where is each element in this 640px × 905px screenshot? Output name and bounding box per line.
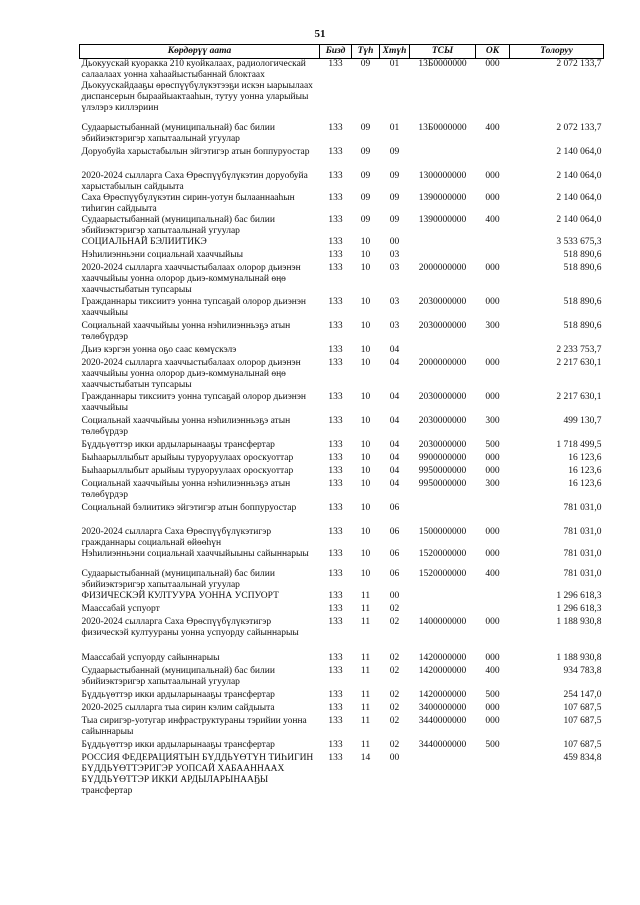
table-row [80, 358, 604, 392]
row-name: РОССИЯ ФЕДЕРАЦИЯТЫН БҮДДЬҮӨТҮН ТИҺИГИН БҮДДЬҮӨТТЭРИГЭР УОПСАЙ ХАБААННААХ БҮДДЬҮӨТТЭР ИККИ АРДЫЛАРЫНААҔЫ трансфертар [81, 752, 314, 796]
row-tsy: 1390000000 [418, 214, 467, 225]
row-tuh: 09 [360, 122, 371, 133]
row-bizd: 133 [328, 452, 343, 463]
row-ok: 000 [485, 702, 500, 713]
row-tsy [410, 503, 476, 527]
row-amount: 16 123,6 [568, 452, 602, 463]
row-htuh: 09 [389, 170, 400, 181]
row-amount: 781 031,0 [563, 568, 602, 579]
row-ok: 500 [485, 739, 500, 750]
page-number: 51 [314, 28, 326, 40]
row-bizd: 133 [328, 296, 343, 307]
header-tuh: Түh [352, 45, 380, 59]
row-amount: 1 188 930,8 [556, 652, 602, 663]
row-bizd: 133 [328, 249, 343, 260]
row-ok: 400 [485, 568, 500, 579]
row-htuh: 02 [389, 665, 400, 676]
row-ok: 400 [485, 214, 500, 225]
row-amount: 2 140 064,0 [556, 192, 602, 203]
row-tsy: 2030000000 [418, 439, 467, 450]
row-htuh: 04 [389, 391, 400, 402]
row-ok [476, 237, 510, 250]
table-row [80, 740, 604, 753]
row-tuh: 09 [360, 192, 371, 203]
row-tsy: 1420000000 [418, 665, 467, 676]
row-tsy [410, 147, 476, 171]
row-tuh: 11 [360, 590, 371, 601]
table-row [80, 690, 604, 703]
row-ok: 000 [485, 262, 500, 273]
table-row [80, 321, 604, 345]
row-htuh: 00 [389, 752, 400, 763]
row-bizd: 133 [328, 415, 343, 426]
row-tuh: 10 [360, 344, 371, 355]
row-bizd: 133 [328, 478, 343, 489]
row-tsy [410, 753, 476, 803]
row-name: Социальнай хааччыйыы уонна нэһилиэнньэҕэ атын төлөбүрдэр [81, 415, 291, 437]
row-tuh: 10 [360, 439, 371, 450]
row-amount: 254 147,0 [563, 689, 602, 700]
row-htuh: 04 [389, 357, 400, 368]
table-row [80, 171, 604, 193]
row-tuh: 10 [360, 502, 371, 513]
row-bizd: 133 [328, 465, 343, 476]
row-bizd: 133 [328, 502, 343, 513]
table-row [80, 193, 604, 215]
row-tuh: 10 [360, 357, 371, 368]
row-tuh: 11 [360, 616, 371, 627]
row-name: Доруобуйа харыстабылын эйгэтигэр атын боппуруостар [81, 146, 310, 157]
row-tsy: 2030000000 [418, 320, 467, 331]
row-htuh: 09 [389, 192, 400, 203]
row-htuh: 01 [389, 59, 400, 69]
row-tsy: 2030000000 [418, 391, 467, 402]
table-row [80, 604, 604, 617]
row-ok: 000 [485, 548, 500, 559]
row-amount: 781 031,0 [563, 526, 602, 537]
row-bizd: 133 [328, 439, 343, 450]
table-row [80, 703, 604, 716]
header-name: Көрдөрүү аата [80, 45, 320, 59]
row-tsy: 2000000000 [418, 262, 467, 273]
row-ok [476, 345, 510, 358]
row-htuh: 04 [389, 465, 400, 476]
row-bizd: 133 [328, 590, 343, 601]
row-tsy: 1520000000 [418, 568, 467, 579]
row-tuh: 09 [360, 146, 371, 157]
row-name: Маассабай успуорду сайыннарыы [81, 652, 220, 663]
row-bizd: 133 [328, 702, 343, 713]
row-htuh: 00 [389, 236, 400, 247]
row-ok: 400 [485, 665, 500, 676]
row-amount: 1 718 499,5 [556, 439, 602, 450]
header-htuh: Хтүh [380, 45, 410, 59]
row-amount: 2 140 064,0 [556, 146, 602, 157]
row-name: 2020-2024 сылларга Саха Өрөспүүбүлүкэтин доруобуйа харыстабылын сайдыыта [81, 170, 308, 192]
row-tuh: 10 [360, 391, 371, 402]
row-tsy [410, 345, 476, 358]
row-tuh: 11 [360, 739, 371, 750]
row-amount: 107 687,5 [563, 739, 602, 750]
row-amount: 2 140 064,0 [556, 170, 602, 181]
table-row [80, 263, 604, 297]
table-row [80, 466, 604, 479]
row-amount: 107 687,5 [563, 702, 602, 713]
row-tsy: 1500000000 [418, 526, 467, 537]
row-htuh: 02 [389, 603, 400, 614]
row-name: 2020-2025 сылларга тыа сирин кэлим сайдыыта [81, 702, 275, 713]
row-amount: 1 296 618,3 [556, 590, 602, 601]
row-bizd: 133 [328, 665, 343, 676]
row-name: Быһаарыллыбыт арыйыы туруоруулаах ороскуоттар [81, 465, 294, 476]
row-amount: 518 890,6 [563, 249, 602, 260]
header-tsy: ТСЫ [410, 45, 476, 59]
row-ok: 000 [485, 452, 500, 463]
row-tuh: 10 [360, 465, 371, 476]
row-htuh: 04 [389, 439, 400, 450]
row-ok: 000 [485, 465, 500, 476]
row-amount: 499 130,7 [563, 415, 602, 426]
row-bizd: 133 [328, 262, 343, 273]
row-tuh: 10 [360, 452, 371, 463]
row-ok: 000 [485, 652, 500, 663]
row-name: Маассабай успуорт [81, 603, 160, 614]
table-row [80, 503, 604, 527]
row-htuh: 06 [389, 526, 400, 537]
row-ok: 500 [485, 689, 500, 700]
row-name: Саха Өрөспүүбүлүкэтин сирин-уотун былааннааһын тиһигин сайдыыта [81, 192, 295, 214]
row-tuh: 10 [360, 415, 371, 426]
row-bizd: 133 [328, 652, 343, 663]
row-ok [476, 604, 510, 617]
row-tuh: 10 [360, 236, 371, 247]
row-ok: 000 [485, 170, 500, 181]
row-bizd: 133 [328, 568, 343, 579]
row-tuh: 09 [360, 59, 371, 69]
row-ok [476, 503, 510, 527]
row-tuh: 09 [360, 214, 371, 225]
row-ok: 500 [485, 439, 500, 450]
row-tuh: 10 [360, 548, 371, 559]
row-htuh: 06 [389, 502, 400, 513]
row-name: 2020-2024 сылларга хааччыстыбалаах олорор дьиэнэн хааччыйыы уонна олорор дьиэ-коммуналынай өңө хааччыстыбатын тупсарыы [81, 357, 301, 390]
row-htuh: 02 [389, 689, 400, 700]
row-htuh: 04 [389, 452, 400, 463]
row-amount: 2 072 133,7 [556, 59, 602, 69]
table-header-row [80, 45, 604, 59]
row-ok: 000 [485, 391, 500, 402]
row-htuh: 09 [389, 146, 400, 157]
row-tsy [410, 591, 476, 604]
row-bizd: 133 [328, 320, 343, 331]
table-row [80, 440, 604, 453]
row-amount: 781 031,0 [563, 548, 602, 559]
row-bizd: 133 [328, 715, 343, 726]
row-htuh: 03 [389, 262, 400, 273]
row-amount: 934 783,8 [563, 665, 602, 676]
row-htuh: 04 [389, 415, 400, 426]
table-row [80, 453, 604, 466]
row-name: Судаарыстыбаннай (муниципальнай) бас билии эбийиэктэригэр хапытаалынай угуулар [81, 122, 275, 144]
row-tuh: 10 [360, 262, 371, 273]
row-amount: 518 890,6 [563, 296, 602, 307]
table-row [80, 527, 604, 549]
row-name: 2020-2024 сылларга Саха Өрөспүүбүлүкэтигэр гражданнары социальнай өйөөһүн [81, 526, 272, 548]
row-tsy: 9900000000 [418, 452, 467, 463]
row-name: 2020-2024 сылларга Саха Өрөспүүбүлүкэтигэр физическэй култуураны уонна успуорду сайыннарыы [81, 616, 299, 638]
row-amount: 2 217 630,1 [556, 391, 602, 402]
row-tuh: 10 [360, 296, 371, 307]
row-bizd: 133 [328, 689, 343, 700]
row-tuh: 11 [360, 715, 371, 726]
row-ok [476, 591, 510, 604]
row-htuh: 02 [389, 616, 400, 627]
row-name: Быһаарыллыбыт арыйыы туруоруулаах ороскуоттар [81, 452, 294, 463]
row-tuh: 11 [360, 603, 371, 614]
row-tsy: 3440000000 [418, 739, 467, 750]
table-row [80, 666, 604, 690]
row-name: Бүддьүөттэр икки ардыларынааҕы трансфертар [81, 689, 275, 700]
row-htuh: 06 [389, 548, 400, 559]
table-row [80, 617, 604, 653]
row-amount: 459 834,8 [563, 752, 602, 763]
row-tsy [410, 250, 476, 263]
row-tsy: 1390000000 [418, 192, 467, 203]
row-name: Нэһилиэнньэни социальнай хааччыйыы [81, 249, 244, 260]
row-name: Нэһилиэнньэни социальнай хааччыйыыны сайыннарыы [81, 548, 309, 559]
row-tuh: 11 [360, 689, 371, 700]
header-amount: Толоруу [510, 45, 604, 59]
row-tuh: 09 [360, 170, 371, 181]
row-ok: 000 [485, 357, 500, 368]
row-amount: 781 031,0 [563, 502, 602, 513]
budget-table [79, 44, 604, 803]
row-name: Бүддьүөттэр икки ардыларынааҕы трансфертар [81, 739, 275, 750]
row-bizd: 133 [328, 548, 343, 559]
row-tuh: 11 [360, 665, 371, 676]
row-htuh: 02 [389, 715, 400, 726]
row-tsy: 9950000000 [418, 478, 467, 489]
table-row [80, 345, 604, 358]
row-amount: 2 217 630,1 [556, 357, 602, 368]
row-htuh: 03 [389, 320, 400, 331]
row-tuh: 10 [360, 526, 371, 537]
row-tsy: 2030000000 [418, 296, 467, 307]
row-amount: 2 072 133,7 [556, 122, 602, 133]
row-bizd: 133 [328, 59, 343, 69]
row-tsy: 2000000000 [418, 357, 467, 368]
row-tsy: 13Б0000000 [418, 122, 467, 133]
row-tsy [410, 237, 476, 250]
row-bizd: 133 [328, 192, 343, 203]
row-tsy: 1420000000 [418, 689, 467, 700]
row-bizd: 133 [328, 391, 343, 402]
row-ok [476, 147, 510, 171]
row-ok: 000 [485, 59, 500, 69]
row-tsy: 13Б0000000 [418, 59, 467, 69]
row-tsy: 2030000000 [418, 415, 467, 426]
row-bizd: 133 [328, 170, 343, 181]
row-tsy: 9950000000 [418, 465, 467, 476]
row-amount: 1 188 930,8 [556, 616, 602, 627]
row-name: Судаарыстыбаннай (муниципальнай) бас билии эбийиэктэригэр хапытаалынай угуулар [81, 665, 275, 687]
row-ok [476, 753, 510, 803]
row-amount: 518 890,6 [563, 262, 602, 273]
row-bizd: 133 [328, 357, 343, 368]
row-ok [476, 250, 510, 263]
row-bizd: 133 [328, 526, 343, 537]
row-htuh: 01 [389, 122, 400, 133]
row-tsy: 3400000000 [418, 702, 467, 713]
table-row [80, 416, 604, 440]
row-tsy [410, 604, 476, 617]
row-tsy: 1400000000 [418, 616, 467, 627]
row-bizd: 133 [328, 214, 343, 225]
table-row [80, 392, 604, 416]
row-name: СОЦИАЛЬНАЙ БЭЛИИТИКЭ [81, 236, 207, 247]
table-row [80, 215, 604, 237]
table-row [80, 479, 604, 503]
table-row [80, 123, 604, 147]
row-bizd: 133 [328, 739, 343, 750]
row-name: Бүддьүөттэр икки ардыларынааҕы трансфертар [81, 439, 275, 450]
header-ok: ОК [476, 45, 510, 59]
table-row [80, 59, 604, 123]
row-ok: 000 [485, 616, 500, 627]
row-amount: 1 296 618,3 [556, 603, 602, 614]
row-name: Социальнай хааччыйыы уонна нэһилиэнньэҕэ атын төлөбүрдэр [81, 320, 291, 342]
row-tuh: 11 [360, 652, 371, 663]
row-htuh: 00 [389, 590, 400, 601]
row-htuh: 03 [389, 296, 400, 307]
row-name: Судаарыстыбаннай (муниципальнай) бас билии эбийиэктэригэр хапытаалынай угуулар [81, 214, 275, 236]
row-amount: 518 890,6 [563, 320, 602, 331]
row-htuh: 09 [389, 214, 400, 225]
row-name: Гражданнары тиксиитэ уонна тупсаҕай олорор дьиэнэн хааччыйыы [81, 296, 307, 318]
row-ok: 300 [485, 320, 500, 331]
row-bizd: 133 [328, 122, 343, 133]
table-row [80, 147, 604, 171]
row-bizd: 133 [328, 752, 343, 763]
row-htuh: 06 [389, 568, 400, 579]
table-row [80, 250, 604, 263]
row-htuh: 04 [389, 478, 400, 489]
row-tuh: 14 [360, 752, 371, 763]
row-tuh: 10 [360, 249, 371, 260]
row-name: 2020-2024 сылларга хааччыстыбалаах олорор дьиэнэн хааччыйыы уонна олорор дьиэ-коммуналынай өңө хааччыстыбатын тупсарыы [81, 262, 301, 295]
row-ok: 300 [485, 478, 500, 489]
row-ok: 000 [485, 296, 500, 307]
table-row [80, 549, 604, 569]
row-tsy: 1520000000 [418, 548, 467, 559]
row-name: Тыа сиригэр-уотугар инфраструктураны тэрийии уонна сайыннарыы [81, 715, 307, 737]
row-tuh: 11 [360, 702, 371, 713]
row-ok: 000 [485, 526, 500, 537]
row-ok: 000 [485, 192, 500, 203]
row-htuh: 02 [389, 702, 400, 713]
row-amount: 16 123,6 [568, 465, 602, 476]
table-row [80, 591, 604, 604]
row-name: Социальнай хааччыйыы уонна нэһилиэнньэҕэ атын төлөбүрдэр [81, 478, 291, 500]
row-htuh: 02 [389, 652, 400, 663]
row-tuh: 10 [360, 478, 371, 489]
row-amount: 16 123,6 [568, 478, 602, 489]
row-bizd: 133 [328, 616, 343, 627]
table-row [80, 237, 604, 250]
row-name: Дьокуускай куоракка 210 куойкалаах, радиологическай салаалаах уонна хаһаайыстыбаннай блоктаах Дьокуускайдааҕы өрөспүүбүлүкэтээҕи искэн ыарыылаах диспансерын быраайыактааһын, тутуу уонна уларыйыы үлэлэрэ киллэриин [81, 59, 313, 113]
row-amount: 2 140 064,0 [556, 214, 602, 225]
row-amount: 107 687,5 [563, 715, 602, 726]
row-tuh: 10 [360, 568, 371, 579]
row-htuh: 04 [389, 344, 400, 355]
table-row [80, 753, 604, 803]
row-name: Дьиэ кэргэн уонна оҕо саас көмүскэлэ [81, 344, 237, 355]
row-tsy: 1420000000 [418, 652, 467, 663]
row-name: Гражданнары тиксиитэ уонна тупсаҕай олорор дьиэнэн хааччыйыы [81, 391, 307, 413]
row-ok: 300 [485, 415, 500, 426]
row-amount: 3 533 675,3 [556, 236, 602, 247]
row-name: Судаарыстыбаннай (муниципальнай) бас билии эбийиэктэригэр хапытаалынай угуулар [81, 568, 275, 590]
row-tsy: 1300000000 [418, 170, 467, 181]
row-ok: 000 [485, 715, 500, 726]
row-ok: 400 [485, 122, 500, 133]
table-row [80, 716, 604, 740]
row-name: ФИЗИЧЕСКЭЙ КУЛТУУРА УОННА УСПУОРТ [81, 590, 279, 601]
row-htuh: 03 [389, 249, 400, 260]
header-bizd: Бизд [320, 45, 352, 59]
table-row [80, 569, 604, 591]
row-bizd: 133 [328, 236, 343, 247]
row-name: Социальнай бэлиитикэ эйгэтигэр атын боппуруостар [81, 502, 297, 513]
row-htuh: 02 [389, 739, 400, 750]
row-tuh: 10 [360, 320, 371, 331]
row-tsy: 3440000000 [418, 715, 467, 726]
table-row [80, 653, 604, 666]
row-amount: 2 233 753,7 [556, 344, 602, 355]
row-bizd: 133 [328, 344, 343, 355]
table-row [80, 297, 604, 321]
row-bizd: 133 [328, 603, 343, 614]
row-bizd: 133 [328, 146, 343, 157]
